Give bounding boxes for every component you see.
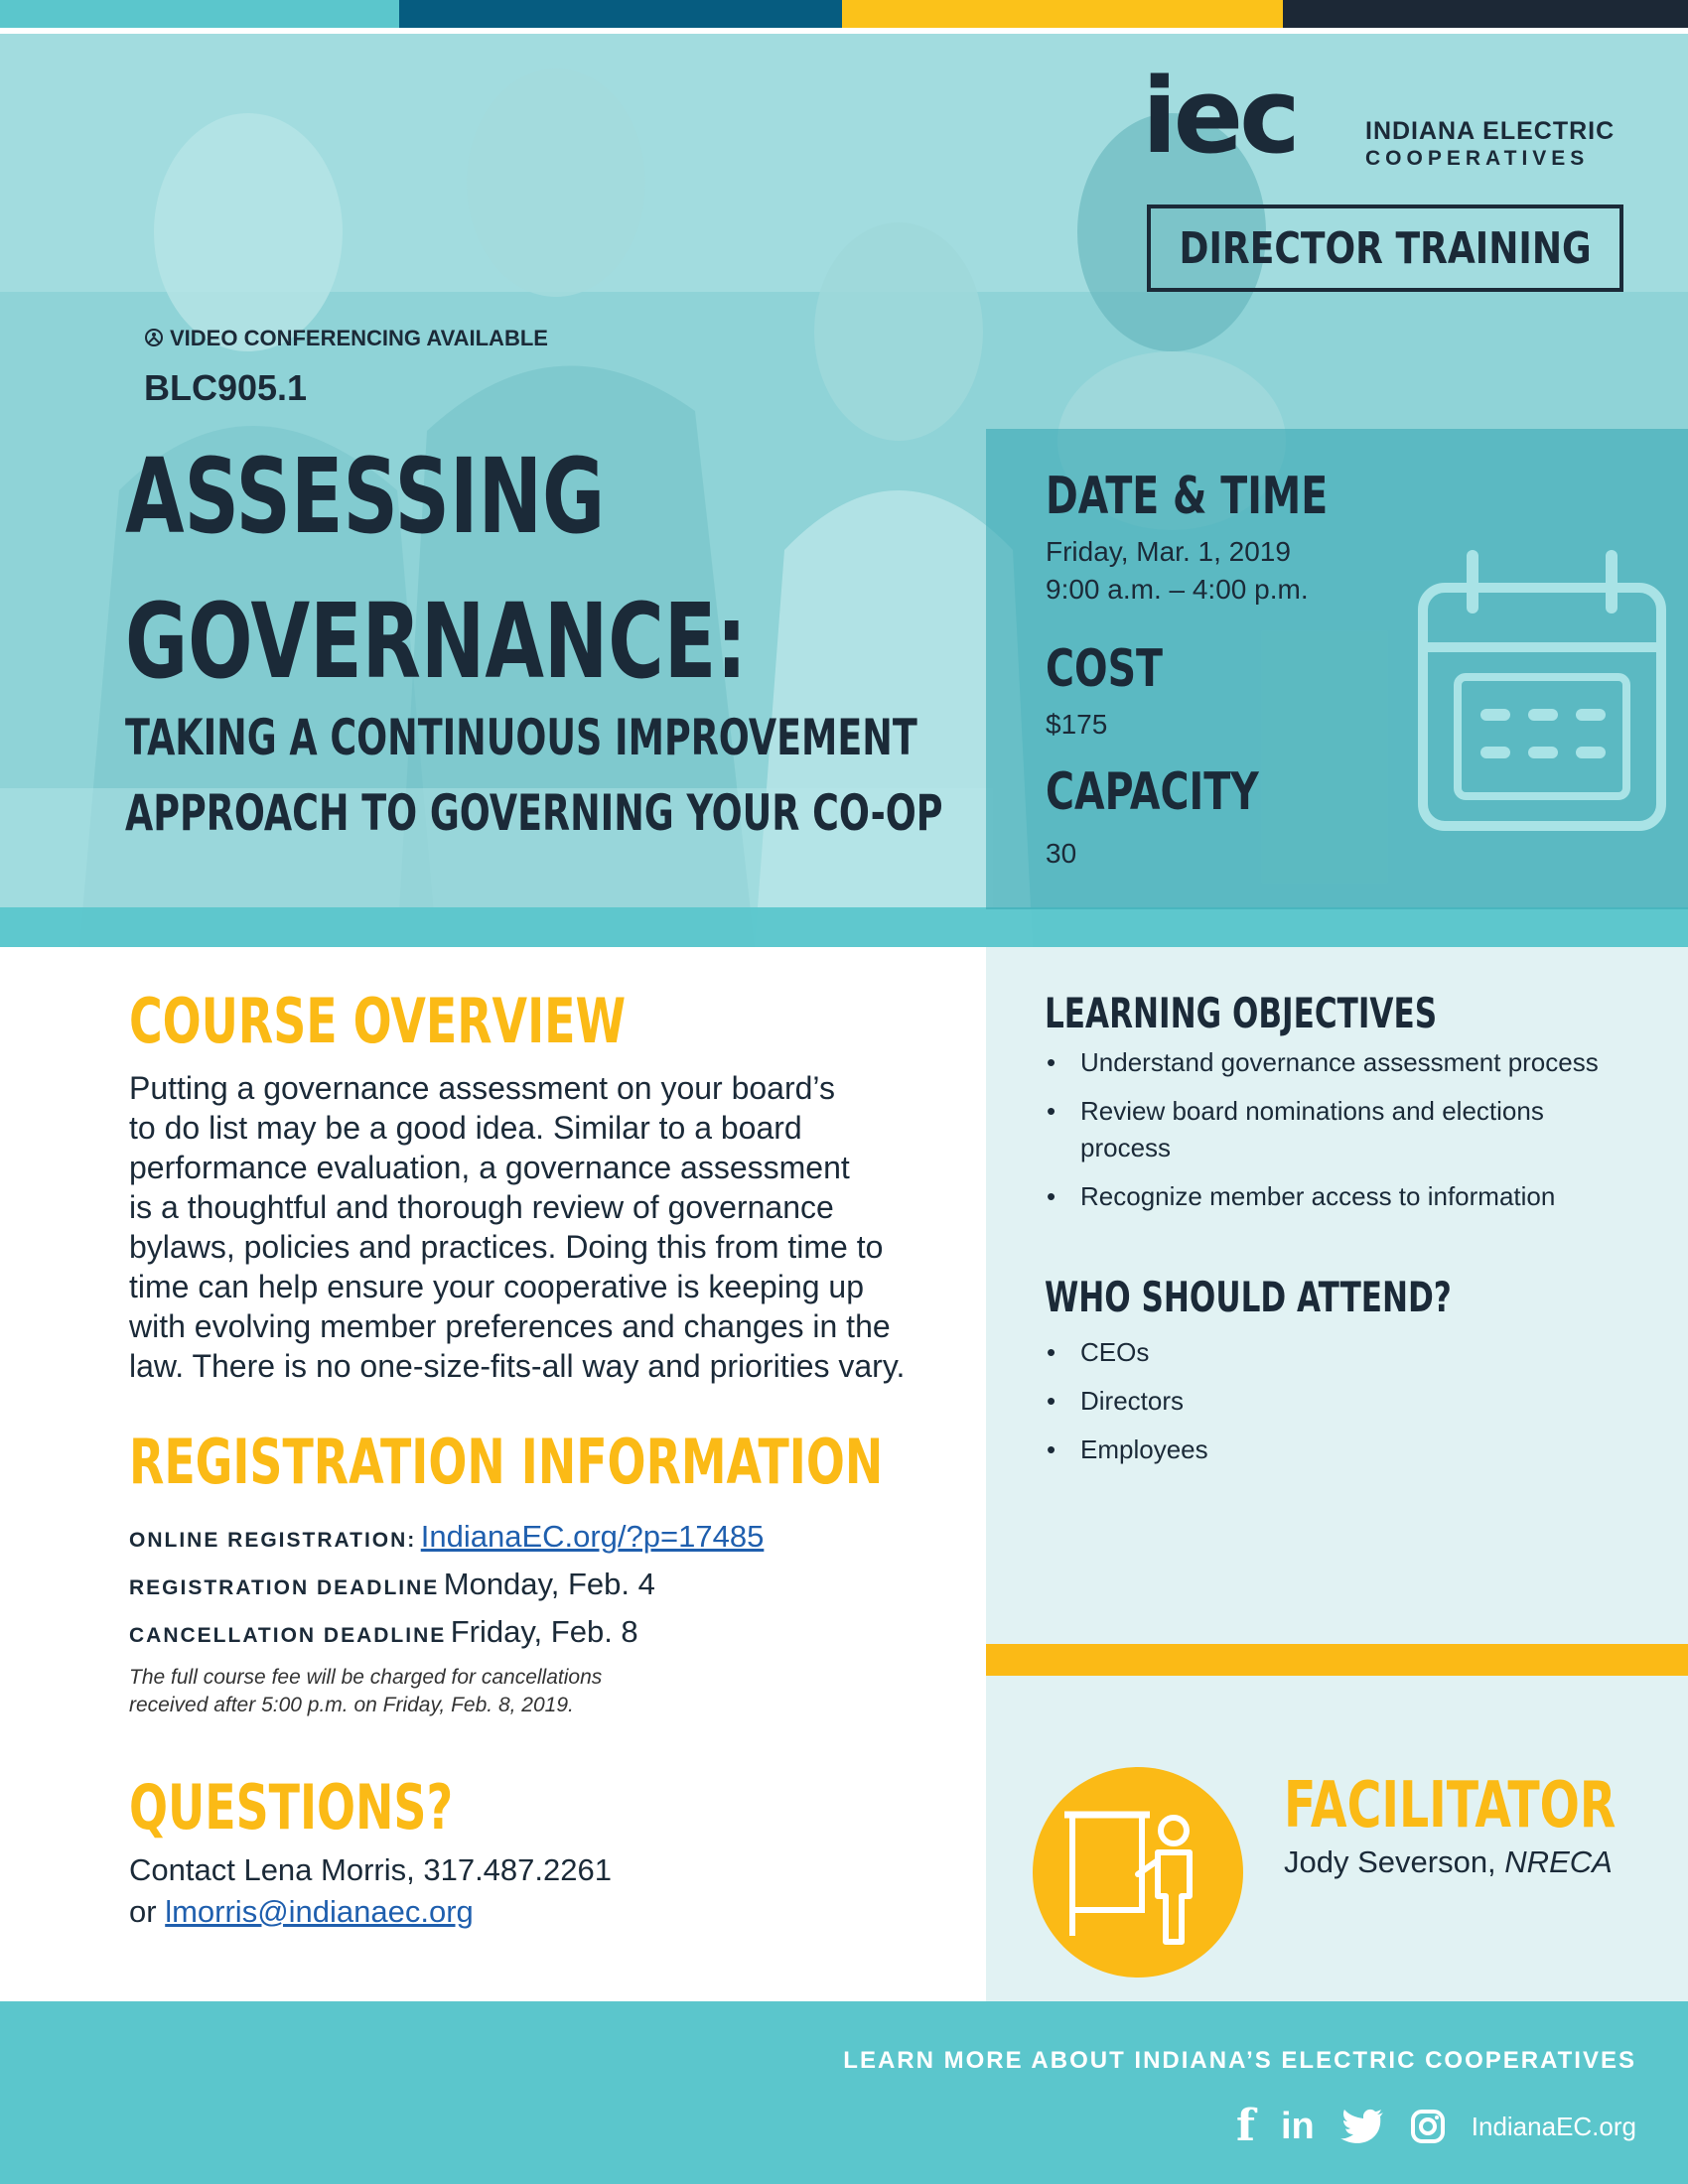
cancellation-note-line2: received after 5:00 p.m. on Friday, Feb. 8, 2019. [129, 1694, 574, 1716]
footer-title: LEARN MORE ABOUT INDIANA’S ELECTRIC COOPERATIVES [843, 2047, 1636, 2074]
overview-line: performance evaluation, a governance assessment [129, 1150, 850, 1185]
facilitator-org: NRECA [1504, 1844, 1613, 1879]
list-item: • Recognize member access to information [1045, 1178, 1640, 1215]
program-label: DIRECTOR TRAINING [1179, 222, 1592, 274]
iec-logo [1142, 56, 1628, 191]
time-value: 9:00 a.m. – 4:00 p.m. [1046, 574, 1309, 605]
top-color-bar-navy [1283, 0, 1688, 28]
overview-line: law. There is no one-size-fits-all way and priorities vary. [129, 1348, 906, 1384]
course-title-line2: GOVERNANCE: [125, 581, 748, 702]
logo-mark: iec [1142, 56, 1297, 177]
registration-deadline-row [129, 1567, 655, 1602]
cost-value: $175 [1046, 709, 1108, 740]
hero-bottom-band [0, 907, 1688, 947]
date-value: Friday, Mar. 1, 2019 [1046, 536, 1291, 567]
questions-email-link[interactable]: lmorris@indianaec.org [165, 1894, 474, 1929]
course-title-line1: ASSESSING [125, 436, 606, 557]
registration-deadline-label: REGISTRATION DEADLINE [129, 1576, 440, 1599]
overview-line: time can help ensure your cooperative is keeping up [129, 1269, 864, 1304]
overview-line: to do list may be a good idea. Similar to a board [129, 1110, 802, 1146]
list-item: • CEOs [1045, 1334, 1640, 1371]
sidebar-accent-bar [986, 1644, 1688, 1676]
course-details-panel [986, 429, 1688, 909]
list-item: • Review board nominations and elections process [1045, 1093, 1640, 1166]
instagram-icon[interactable] [1410, 2109, 1446, 2144]
overview-line: Putting a governance assessment on your board’s [129, 1070, 835, 1106]
facilitator-heading: FACILITATOR [1284, 1769, 1617, 1843]
overview-line: bylaws, policies and practices. Doing this from time to [129, 1229, 884, 1265]
facilitator-badge [1033, 1767, 1243, 1978]
social-links [1236, 2101, 1636, 2151]
cancellation-deadline-row [129, 1614, 638, 1650]
facilitator-name-row [1284, 1844, 1613, 1880]
logo-name-line2: COOPERATIVES [1365, 147, 1590, 170]
cancellation-deadline-value: Friday, Feb. 8 [450, 1614, 638, 1649]
linkedin-icon[interactable]: in [1280, 2106, 1315, 2147]
list-item: • Employees [1045, 1432, 1640, 1468]
logo-name-line1: INDIANA ELECTRIC [1365, 117, 1616, 145]
who-should-attend-list [1045, 1334, 1640, 1480]
registration-link[interactable]: IndianaEC.org/?p=17485 [420, 1519, 765, 1554]
facilitator-name: Jody Severson, [1284, 1844, 1496, 1879]
course-code: BLC905.1 [144, 367, 308, 408]
capacity-value: 30 [1046, 838, 1077, 869]
questions-heading: QUESTIONS? [129, 1771, 454, 1843]
cancellation-deadline-label: CANCELLATION DEADLINE [129, 1624, 447, 1647]
cancellation-note-line1: The full course fee will be charged for cancellations [129, 1666, 603, 1689]
overview-line: is a thoughtful and thorough review of governance [129, 1189, 834, 1225]
course-subtitle-line2: APPROACH TO GOVERNING YOUR CO-OP [125, 784, 943, 842]
cost-label: COST [1046, 639, 1164, 699]
questions-contact: Contact Lena Morris, 317.487.2261 [129, 1852, 612, 1887]
questions-email-row [129, 1894, 474, 1930]
twitter-icon[interactable] [1340, 2109, 1384, 2144]
who-should-attend-heading: WHO SHOULD ATTEND? [1045, 1273, 1452, 1321]
learning-objectives-heading: LEARNING OBJECTIVES [1045, 989, 1438, 1037]
list-item: • Directors [1045, 1383, 1640, 1420]
calendar-icon [1413, 548, 1671, 836]
overview-line: with evolving member preferences and changes in the [129, 1308, 891, 1344]
course-subtitle-line1: TAKING A CONTINUOUS IMPROVEMENT [125, 709, 917, 766]
top-color-bar-yellow [842, 0, 1283, 28]
online-registration-row [129, 1519, 764, 1555]
video-conference-icon [144, 328, 164, 347]
footer [0, 2001, 1688, 2184]
list-item: • Understand governance assessment process [1045, 1044, 1640, 1081]
registration-deadline-value: Monday, Feb. 4 [443, 1567, 655, 1601]
course-overview-heading: COURSE OVERVIEW [129, 985, 627, 1057]
date-time-label: DATE & TIME [1046, 467, 1329, 526]
registration-heading: REGISTRATION INFORMATION [129, 1426, 884, 1498]
online-registration-label: ONLINE REGISTRATION: [129, 1529, 417, 1552]
video-conferencing-note [144, 326, 548, 351]
course-overview-text [129, 1068, 943, 1386]
capacity-label: CAPACITY [1046, 762, 1259, 822]
cancellation-note [129, 1664, 745, 1719]
questions-or: or [129, 1894, 157, 1929]
top-color-bar-blue [399, 0, 842, 28]
program-badge [1147, 205, 1623, 292]
facebook-icon[interactable]: f [1236, 2101, 1255, 2151]
top-color-bar-teal [0, 0, 399, 28]
learning-objectives-list [1045, 1044, 1640, 1227]
website-link[interactable]: IndianaEC.org [1471, 2111, 1636, 2141]
presenter-icon [1033, 1767, 1243, 1978]
video-note-text: VIDEO CONFERENCING AVAILABLE [170, 326, 548, 350]
